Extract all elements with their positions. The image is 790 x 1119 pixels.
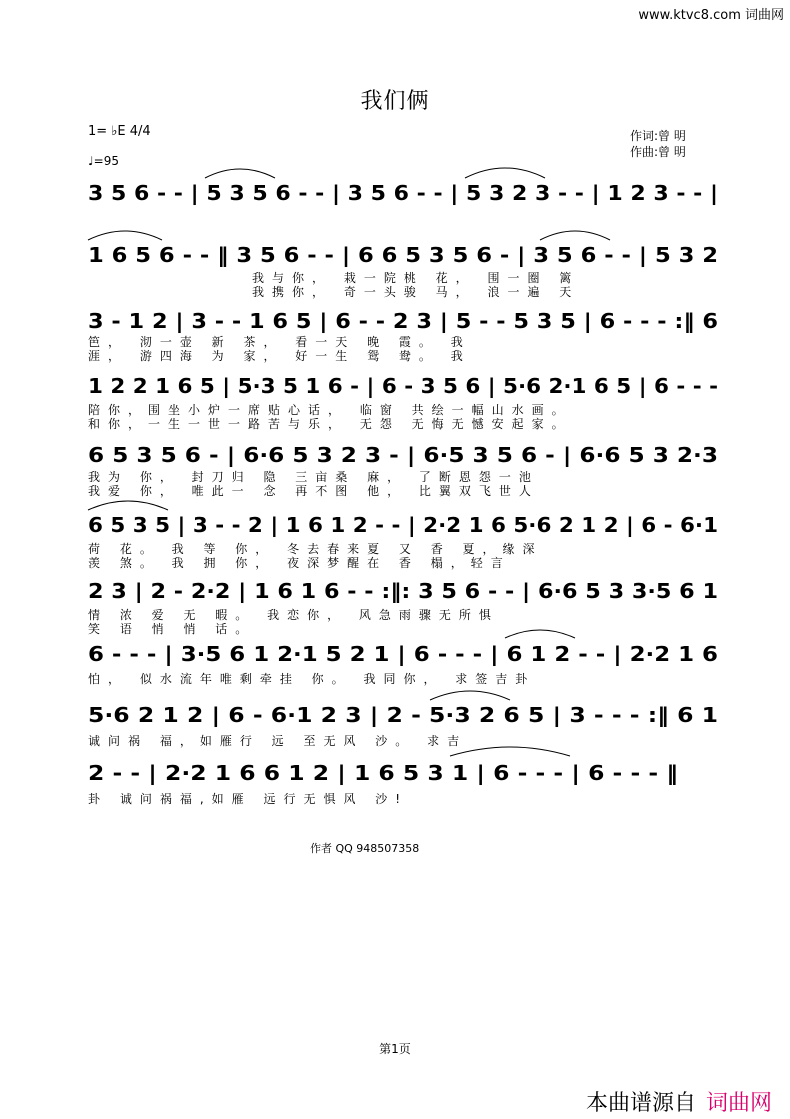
slur: [88, 501, 168, 510]
source-brand: 词曲网: [705, 1091, 772, 1116]
lyrics-line: 笑 语 悄 悄 话。: [88, 622, 256, 636]
lyrics-line: 情 浓 爱 无 暇。 我恋你， 风急雨骤无所惧: [88, 608, 499, 622]
source-footer: [586, 1086, 772, 1117]
notes-line: 6 - - - | 3·5 6 1 2·1 5 2 1 | 6 - - - | 6 1 2 - - | 2·2 1 6: [88, 642, 718, 666]
author-contact: 作者 QQ 948507358: [310, 842, 420, 855]
slur: [450, 747, 570, 756]
lyrics-line: 我携你， 奇一头骏 马， 浪一遍 天: [252, 285, 580, 299]
lyrics-line: 我爱 你， 唯此一 念 再不图 他， 比翼双飞世人: [88, 484, 539, 498]
lyrics-line: 和你，一生一世一路苦与乐， 无怨 无悔无憾安起家。: [88, 417, 572, 431]
notes-line: 2 - - | 2·2 1 6 6 1 2 | 1 6 5 3 1 | 6 - - - | 6 - - - ‖: [88, 761, 678, 785]
composer: 作曲:曾 明: [630, 145, 686, 159]
slur: [205, 169, 275, 178]
lyrics-line: 我为 你， 封刀归 隐 三亩桑 麻， 了断恩怨一池: [88, 470, 539, 484]
notes-line: 3 - 1 2 | 3 - - 1 6 5 | 6 - - 2 3 | 5 - - 5 3 5 | 6 - - - :‖ 6: [88, 309, 718, 333]
notes-line: 2 3 | 2 - 2·2 | 1 6 1 6 - - :‖: 3 5 6 - - | 6·6 5 3 3·5 6 1: [88, 579, 718, 603]
slur: [88, 231, 162, 240]
system-8: [88, 642, 718, 666]
system-4: [88, 374, 718, 398]
system-2: [88, 243, 718, 267]
notes-line: 6 5 3 5 6 - | 6·6 5 3 2 3 - | 6·5 3 5 6 - | 6·6 5 3 2·3: [88, 443, 718, 467]
notes-line: 1 6 5 6 - - ‖ 3 5 6 - - | 6 6 5 3 5 6 - | 3 5 6 - - | 5 3 2: [88, 243, 718, 267]
lyrics-line: 涯， 游四海 为 家， 好一生 鸳 鸯。 我: [88, 349, 471, 363]
tempo-mark: ♩=95: [88, 154, 119, 168]
system-10: [88, 761, 678, 785]
lyrics-line: 怕， 似水流年唯剩牵挂 你。 我同你， 求签吉卦: [88, 672, 536, 686]
lyrics-line: 我与你， 栽一院桃 花， 围一圈 篱: [252, 271, 580, 285]
slur: [430, 691, 510, 700]
page-number: 第1页: [379, 1042, 411, 1056]
system-9: [88, 703, 718, 727]
site-watermark: www.ktvc8.com 词曲网: [638, 8, 784, 23]
slur: [465, 168, 545, 178]
lyrics-line: 荷 花。 我 等 你， 冬去春来夏 又 香 夏，缘深: [88, 542, 543, 556]
system-7: [88, 579, 718, 603]
lyrics-line: 陪你，围坐小炉一席贴心话， 临窗 共绘一幅山水画。: [88, 403, 572, 417]
notes-line: 6 5 3 5 | 3 - - 2 | 1 6 1 2 - - | 2·2 1 6 5·6 2 1 2 | 6 - 6·1: [88, 513, 718, 537]
notes-line: 1 2 2 1 6 5 | 5·3 5 1 6 - | 6 - 3 5 6 | 5·6 2·1 6 5 | 6 - - -: [88, 374, 718, 398]
key-signature: 1= ♭E 4/4: [88, 124, 151, 139]
notes-line: 5·6 2 1 2 | 6 - 6·1 2 3 | 2 - 5·3 2 6 5 | 3 - - - :‖ 6 1: [88, 703, 718, 727]
song-title: 我们俩: [360, 89, 430, 114]
system-5: [88, 443, 718, 467]
source-text: 本曲谱源自: [585, 1091, 696, 1116]
system-6: [88, 513, 718, 537]
lyrics-line: 羡 煞。 我 拥 你， 夜深梦醒在 香 榻，轻言: [88, 556, 511, 570]
slur: [540, 231, 610, 240]
lyricist: 作词:曾 明: [630, 129, 686, 143]
slur: [505, 630, 575, 638]
notes-line: 3 5 6 - - | 5 3 5 6 - - | 3 5 6 - - | 5 3 2 3 - - | 1 2 3 - - |: [88, 181, 718, 205]
lyrics-line: 笆， 沏一壶 新 茶， 看一天 晚 霞。 我: [88, 335, 471, 349]
system-3: [88, 309, 718, 333]
system-1: [88, 181, 718, 205]
lyrics-line: 诚问祸 福，如雁行 远 至无风 沙。 求吉: [88, 734, 468, 748]
lyrics-line: 卦 诚问祸福,如雁 远行无惧风 沙!: [88, 792, 409, 806]
